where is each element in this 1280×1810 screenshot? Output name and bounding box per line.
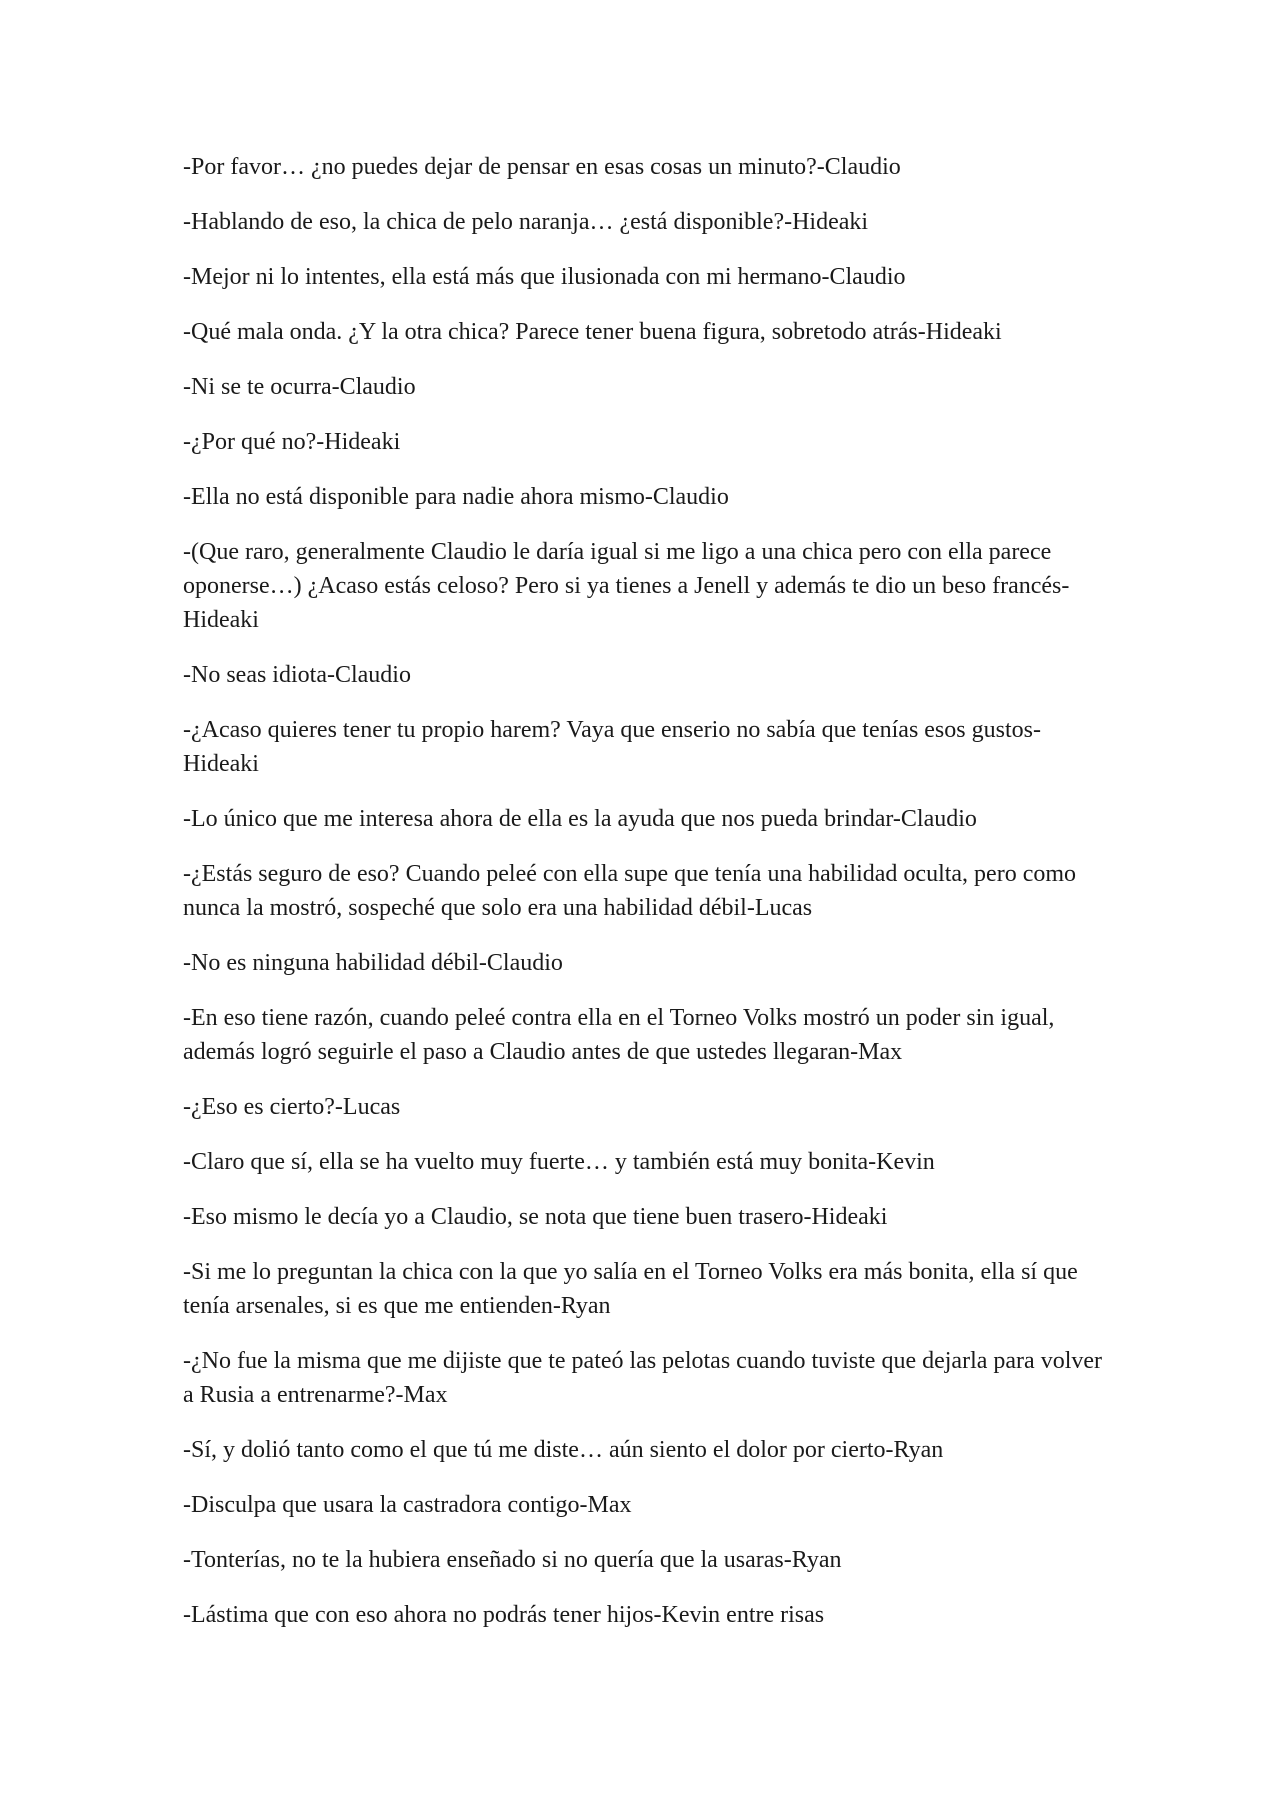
document-body [183,150,1103,1653]
paragraph: -Si me lo preguntan la chica con la que yo salía en el Torneo Volks era más bonita, ella sí que tenía arsenales, si es que me entienden-Ryan [183,1259,1078,1319]
paragraph: -Disculpa que usara la castradora contigo-Max [183,1492,632,1518]
paragraph: -Lo único que me interesa ahora de ella es la ayuda que nos pueda brindar-Claudio [183,806,977,832]
paragraph: -¿Por qué no?-Hideaki [183,429,401,455]
paragraph: -Tonterías, no te la hubiera enseñado si no quería que la usaras-Ryan [183,1547,842,1573]
paragraph: -No seas idiota-Claudio [183,662,411,688]
paragraph: -Ella no está disponible para nadie ahora mismo-Claudio [183,484,729,510]
paragraph: -Qué mala onda. ¿Y la otra chica? Parece tener buena figura, sobretodo atrás-Hideaki [183,319,1002,345]
paragraph: -Hablando de eso, la chica de pelo naranja… ¿está disponible?-Hideaki [183,209,869,235]
paragraph: -Sí, y dolió tanto como el que tú me diste… aún siento el dolor por cierto-Ryan [183,1437,944,1463]
paragraph: -¿No fue la misma que me dijiste que te pateó las pelotas cuando tuviste que dejarla para volver a Rusia a entrenarme?-Max [183,1348,1103,1408]
paragraph: -¿Acaso quieres tener tu propio harem? Vaya que enserio no sabía que tenías esos gustos-Hideaki [183,717,1041,777]
paragraph: -Ni se te ocurra-Claudio [183,374,416,400]
paragraph: -Mejor ni lo intentes, ella está más que ilusionada con mi hermano-Claudio [183,264,906,290]
paragraph: -(Que raro, generalmente Claudio le daría igual si me ligo a una chica pero con ella parece oponerse…) ¿Acaso estás celoso? Pero si ya tienes a Jenell y además te dio un beso francés-Hideaki [183,539,1070,633]
paragraph: -¿Estás seguro de eso? Cuando peleé con ella supe que tenía una habilidad oculta, pero como nunca la mostró, sospeché que solo era una habilidad débil-Lucas [183,861,1077,921]
paragraph: -En eso tiene razón, cuando peleé contra ella en el Torneo Volks mostró un poder sin igual, además logró seguirle el paso a Claudio antes de que ustedes llegaran-Max [183,1005,1055,1065]
paragraph: -Claro que sí, ella se ha vuelto muy fuerte… y también está muy bonita-Kevin [183,1149,935,1175]
paragraph: -No es ninguna habilidad débil-Claudio [183,950,563,976]
paragraph: -Lástima que con eso ahora no podrás tener hijos-Kevin entre risas [183,1602,825,1628]
paragraph: -Por favor… ¿no puedes dejar de pensar en esas cosas un minuto?-Claudio [183,154,901,180]
paragraph: -Eso mismo le decía yo a Claudio, se nota que tiene buen trasero-Hideaki [183,1204,888,1230]
paragraph: -¿Eso es cierto?-Lucas [183,1094,401,1120]
